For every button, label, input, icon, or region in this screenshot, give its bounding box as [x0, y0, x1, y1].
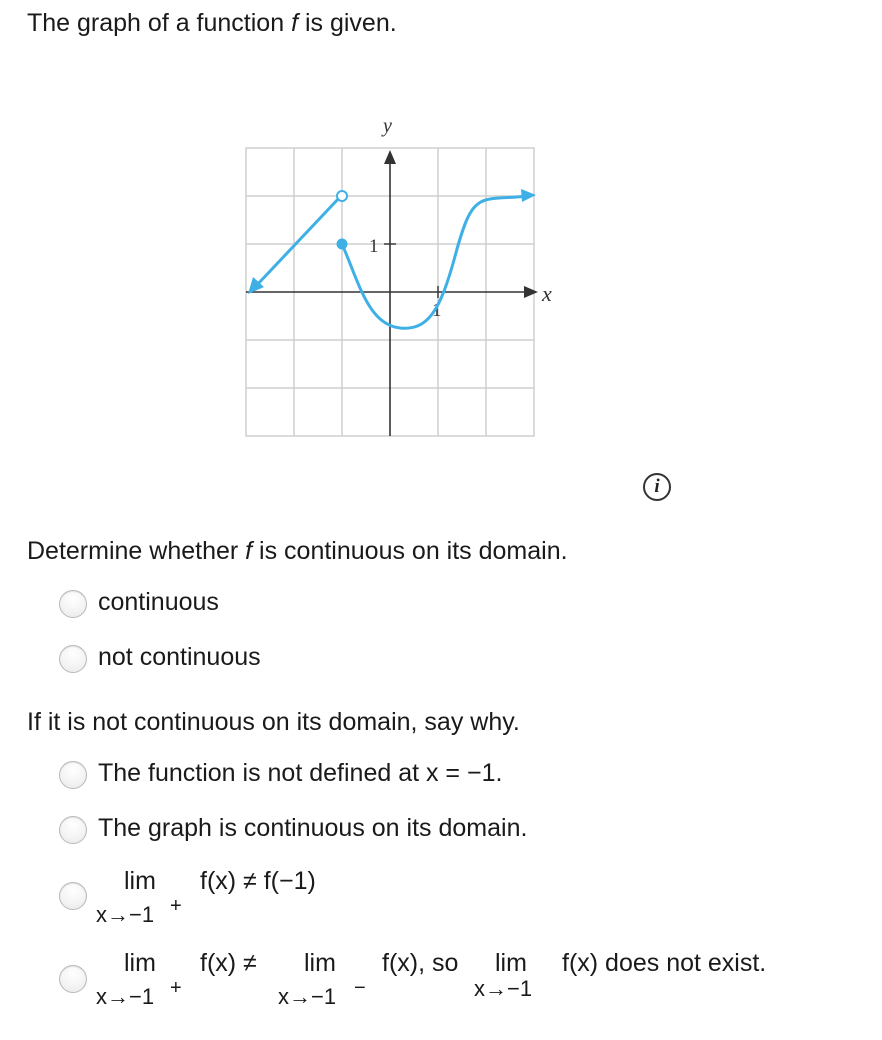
lim-operator-two-sided: lim	[495, 949, 527, 977]
limit-expression-end: f(x) does not exist.	[562, 949, 767, 977]
lim-subscript: x→−1	[96, 902, 155, 927]
lim-operator-right: lim	[124, 949, 156, 977]
option-limit-does-not-exist[interactable]	[92, 948, 872, 1010]
intro-text	[27, 11, 397, 36]
lim-operator-left: lim	[304, 949, 336, 977]
q1-function-var: f	[245, 537, 253, 565]
option-not-defined-label[interactable]: The function is not defined at x = −1.	[98, 759, 503, 787]
option-not-continuous-label[interactable]: not continuous	[98, 643, 261, 671]
lim-subscript-left: x→−1	[278, 984, 337, 1009]
x-tick-label: 1	[432, 300, 442, 321]
lim-subscript-two-sided: x→−1	[474, 976, 533, 1001]
intro-function-var: f	[291, 9, 299, 37]
lim-superscript-right: +	[170, 977, 182, 999]
radio-not-continuous[interactable]	[59, 645, 87, 673]
intro-after: is given.	[298, 9, 397, 37]
x-axis-arrow	[524, 286, 538, 298]
y-axis-label: y	[383, 115, 392, 137]
open-endpoint	[337, 191, 347, 201]
lim-operator: lim	[124, 867, 156, 895]
x-axis-label: x	[542, 281, 552, 306]
radio-continuous[interactable]	[59, 590, 87, 618]
limit-expression: f(x) ≠ f(−1)	[200, 867, 316, 895]
y-tick-label: 1	[369, 236, 379, 257]
y-axis-arrow	[384, 150, 396, 164]
radio-limit-not-equal[interactable]	[59, 882, 87, 910]
radio-limit-does-not-exist[interactable]	[59, 965, 87, 993]
option-graph-continuous-label[interactable]: The graph is continuous on its domain.	[98, 814, 528, 842]
closed-endpoint	[337, 239, 348, 250]
q1-before: Determine whether	[27, 537, 246, 565]
q1-prompt	[27, 539, 568, 564]
lim-superscript: +	[170, 895, 182, 917]
limit-expression-mid: f(x) ≠	[200, 949, 257, 977]
intro-before: The graph of a function	[27, 9, 292, 37]
left-linear-piece	[256, 197, 340, 286]
function-graph	[240, 110, 570, 450]
radio-graph-continuous[interactable]	[59, 816, 87, 844]
info-icon[interactable]: i	[643, 473, 671, 501]
option-limit-not-equal[interactable]	[92, 866, 412, 926]
q2-prompt: If it is not continuous on its domain, say why.	[27, 708, 520, 736]
lim-superscript-left: −	[354, 977, 366, 999]
limit-expression-so: f(x), so	[382, 949, 459, 977]
radio-not-defined[interactable]	[59, 761, 87, 789]
option-continuous-label[interactable]: continuous	[98, 588, 219, 616]
q1-after: is continuous on its domain.	[252, 537, 568, 565]
lim-subscript-right: x→−1	[96, 984, 155, 1009]
